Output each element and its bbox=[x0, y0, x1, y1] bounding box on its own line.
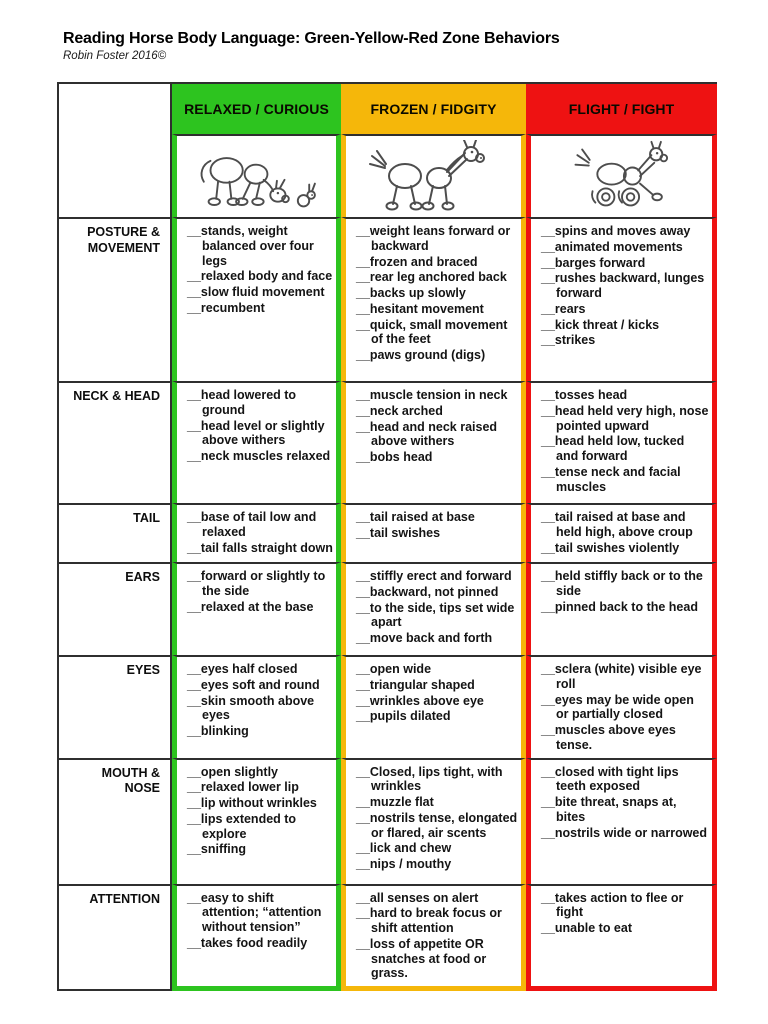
behavior-cell-eyes-flight bbox=[526, 655, 717, 758]
page-title: Reading Horse Body Language: Green-Yellow-Red Zone Behaviors bbox=[63, 30, 560, 47]
behavior-cell-ears-flight bbox=[526, 562, 717, 655]
behavior-item: __tosses head bbox=[541, 388, 628, 402]
behavior-item: __tail swishes violently bbox=[541, 540, 680, 555]
behavior-item: __frozen and braced bbox=[356, 254, 478, 269]
relaxed-horse-sketch-icon bbox=[172, 134, 341, 217]
behavior-item: __forward or slightly to the side bbox=[187, 569, 326, 598]
behavior-item: __animated movements bbox=[541, 239, 683, 254]
behavior-item: __pupils dilated bbox=[356, 709, 451, 724]
behavior-item: __unable to eat bbox=[541, 921, 632, 935]
row-label-ears: EARS bbox=[57, 562, 172, 655]
behavior-cell-neck-head-frozen bbox=[341, 381, 526, 503]
row-label-attention: ATTENTION bbox=[57, 884, 172, 992]
behavior-item: __held stiffly back or to the side bbox=[541, 569, 703, 598]
behavior-item: __rear leg anchored back bbox=[356, 270, 507, 285]
row-label-tail: TAIL bbox=[57, 503, 172, 562]
behavior-cell-eyes-frozen bbox=[341, 655, 526, 758]
behavior-item: __tail raised at base and held high, above croup bbox=[541, 510, 693, 539]
behavior-item: __closed with tight lips teeth exposed bbox=[541, 764, 679, 794]
behavior-item: __head held low, tucked and forward bbox=[541, 434, 685, 463]
behavior-item: __relaxed lower lip bbox=[187, 780, 299, 795]
behavior-item: __takes action to flee or fight bbox=[541, 890, 684, 920]
behavior-cell-attention-frozen bbox=[341, 884, 526, 992]
behavior-item: __open wide bbox=[356, 662, 432, 676]
row-label-posture-movement: POSTURE & MOVEMENT bbox=[57, 217, 172, 381]
behavior-item: __barges forward bbox=[541, 255, 646, 270]
behavior-item: __lick and chew bbox=[356, 841, 452, 856]
behavior-item: __lip without wrinkles bbox=[187, 796, 317, 810]
behavior-item: __muzzle flat bbox=[356, 795, 434, 809]
behavior-item: __stiffly erect and forward bbox=[356, 569, 512, 583]
behavior-item: __triangular shaped bbox=[356, 677, 475, 692]
behavior-item: __bobs head bbox=[356, 450, 433, 464]
behavior-item: __sclera (white) visible eye roll bbox=[541, 662, 702, 691]
behavior-cell-posture-movement-relaxed bbox=[172, 217, 341, 381]
behavior-item: __relaxed at the base bbox=[187, 599, 314, 614]
behavior-item: __nips / mouthy bbox=[356, 857, 452, 871]
behavior-item: __spins and moves away bbox=[541, 224, 691, 238]
behavior-item: __backward, not pinned bbox=[356, 584, 499, 599]
zone-header-frozen: FROZEN / FIDGITY bbox=[341, 82, 526, 134]
behavior-item: __wrinkles above eye bbox=[356, 693, 484, 708]
behavior-item: __tail swishes bbox=[356, 525, 441, 540]
behavior-item: __all senses on alert bbox=[356, 890, 479, 905]
behavior-cell-mouth-nose-frozen bbox=[341, 758, 526, 884]
behavior-cell-tail-flight bbox=[526, 503, 717, 562]
behavior-cell-neck-head-flight bbox=[526, 381, 717, 503]
behavior-item: __tense neck and facial muscles bbox=[541, 464, 681, 494]
behavior-cell-neck-head-relaxed bbox=[172, 381, 341, 503]
behavior-table bbox=[57, 82, 717, 991]
author-credit: Robin Foster 2016© bbox=[63, 50, 167, 62]
behavior-item: __loss of appetite OR snatches at food or grass. bbox=[356, 936, 487, 981]
behavior-item: __easy to shift attention; “attention without tension” bbox=[187, 890, 322, 934]
behavior-item: __eyes soft and round bbox=[187, 677, 320, 692]
behavior-item: __hesitant movement bbox=[356, 301, 484, 316]
behavior-item: __nostrils wide or narrowed bbox=[541, 825, 708, 840]
behavior-item: __rears bbox=[541, 301, 586, 316]
behavior-item: __open slightly bbox=[187, 764, 278, 779]
behavior-item: __recumbent bbox=[187, 300, 265, 315]
behavior-item: __slow fluid movement bbox=[187, 285, 325, 299]
behavior-item: __nostrils tense, elongated or flared, air scents bbox=[356, 810, 518, 840]
behavior-item: __rushes backward, lunges forward bbox=[541, 271, 705, 300]
behavior-item: __blinking bbox=[187, 724, 249, 738]
behavior-item: __weight leans forward or backward bbox=[356, 224, 511, 253]
zone-header-relaxed: RELAXED / CURIOUS bbox=[172, 82, 341, 134]
behavior-item: __relaxed body and face bbox=[187, 269, 333, 284]
behavior-cell-attention-flight bbox=[526, 884, 717, 992]
behavior-item: __eyes may be wide open or partially closed bbox=[541, 692, 694, 722]
behavior-item: __tail raised at base bbox=[356, 510, 475, 524]
behavior-item: __head held very high, nose pointed upward bbox=[541, 403, 709, 433]
behavior-item: __head lowered to ground bbox=[187, 388, 297, 417]
behavior-item: __bite threat, snaps at, bites bbox=[541, 795, 677, 824]
frozen-horse-sketch-icon bbox=[341, 134, 526, 217]
behavior-item: __lips extended to explore bbox=[187, 811, 297, 841]
fleeing-horse-sketch-icon bbox=[526, 134, 717, 217]
row-label-mouth-nose: MOUTH & NOSE bbox=[57, 758, 172, 884]
behavior-item: __backs up slowly bbox=[356, 286, 466, 300]
behavior-item: __to the side, tips set wide apart bbox=[356, 600, 515, 630]
row-label-neck-head: NECK & HEAD bbox=[57, 381, 172, 503]
behavior-item: __eyes half closed bbox=[187, 662, 298, 676]
behavior-item: __kick threat / kicks bbox=[541, 317, 660, 332]
behavior-cell-ears-frozen bbox=[341, 562, 526, 655]
behavior-item: __strikes bbox=[541, 333, 596, 348]
zone-header-flight: FLIGHT / FIGHT bbox=[526, 82, 717, 134]
behavior-cell-attention-relaxed bbox=[172, 884, 341, 992]
behavior-cell-tail-frozen bbox=[341, 503, 526, 562]
behavior-item: __stands, weight balanced over four legs bbox=[187, 224, 314, 268]
behavior-cell-eyes-relaxed bbox=[172, 655, 341, 758]
behavior-item: __sniffing bbox=[187, 842, 247, 857]
table-corner-cell bbox=[57, 82, 172, 217]
behavior-item: __takes food readily bbox=[187, 935, 308, 950]
behavior-item: __quick, small movement of the feet bbox=[356, 317, 508, 347]
behavior-item: __paws ground (digs) bbox=[356, 348, 486, 362]
behavior-item: __tail falls straight down bbox=[187, 540, 333, 555]
behavior-cell-mouth-nose-relaxed bbox=[172, 758, 341, 884]
behavior-item: __head and neck raised above withers bbox=[356, 419, 498, 449]
behavior-item: __muscle tension in neck bbox=[356, 388, 508, 402]
behavior-item: __Closed, lips tight, with wrinkles bbox=[356, 764, 503, 794]
behavior-cell-posture-movement-frozen bbox=[341, 217, 526, 381]
behavior-item: __base of tail low and relaxed bbox=[187, 510, 317, 539]
behavior-cell-tail-relaxed bbox=[172, 503, 341, 562]
behavior-item: __neck arched bbox=[356, 403, 443, 418]
behavior-item: __muscles above eyes tense. bbox=[541, 723, 676, 752]
behavior-item: __pinned back to the head bbox=[541, 599, 698, 614]
behavior-item: __move back and forth bbox=[356, 631, 493, 645]
behavior-item: __head level or slightly above withers bbox=[187, 418, 325, 448]
behavior-cell-posture-movement-flight bbox=[526, 217, 717, 381]
behavior-item: __neck muscles relaxed bbox=[187, 449, 331, 463]
behavior-item: __skin smooth above eyes bbox=[187, 693, 315, 723]
behavior-cell-mouth-nose-flight bbox=[526, 758, 717, 884]
behavior-cell-ears-relaxed bbox=[172, 562, 341, 655]
row-label-eyes: EYES bbox=[57, 655, 172, 758]
behavior-item: __hard to break focus or shift attention bbox=[356, 906, 502, 935]
